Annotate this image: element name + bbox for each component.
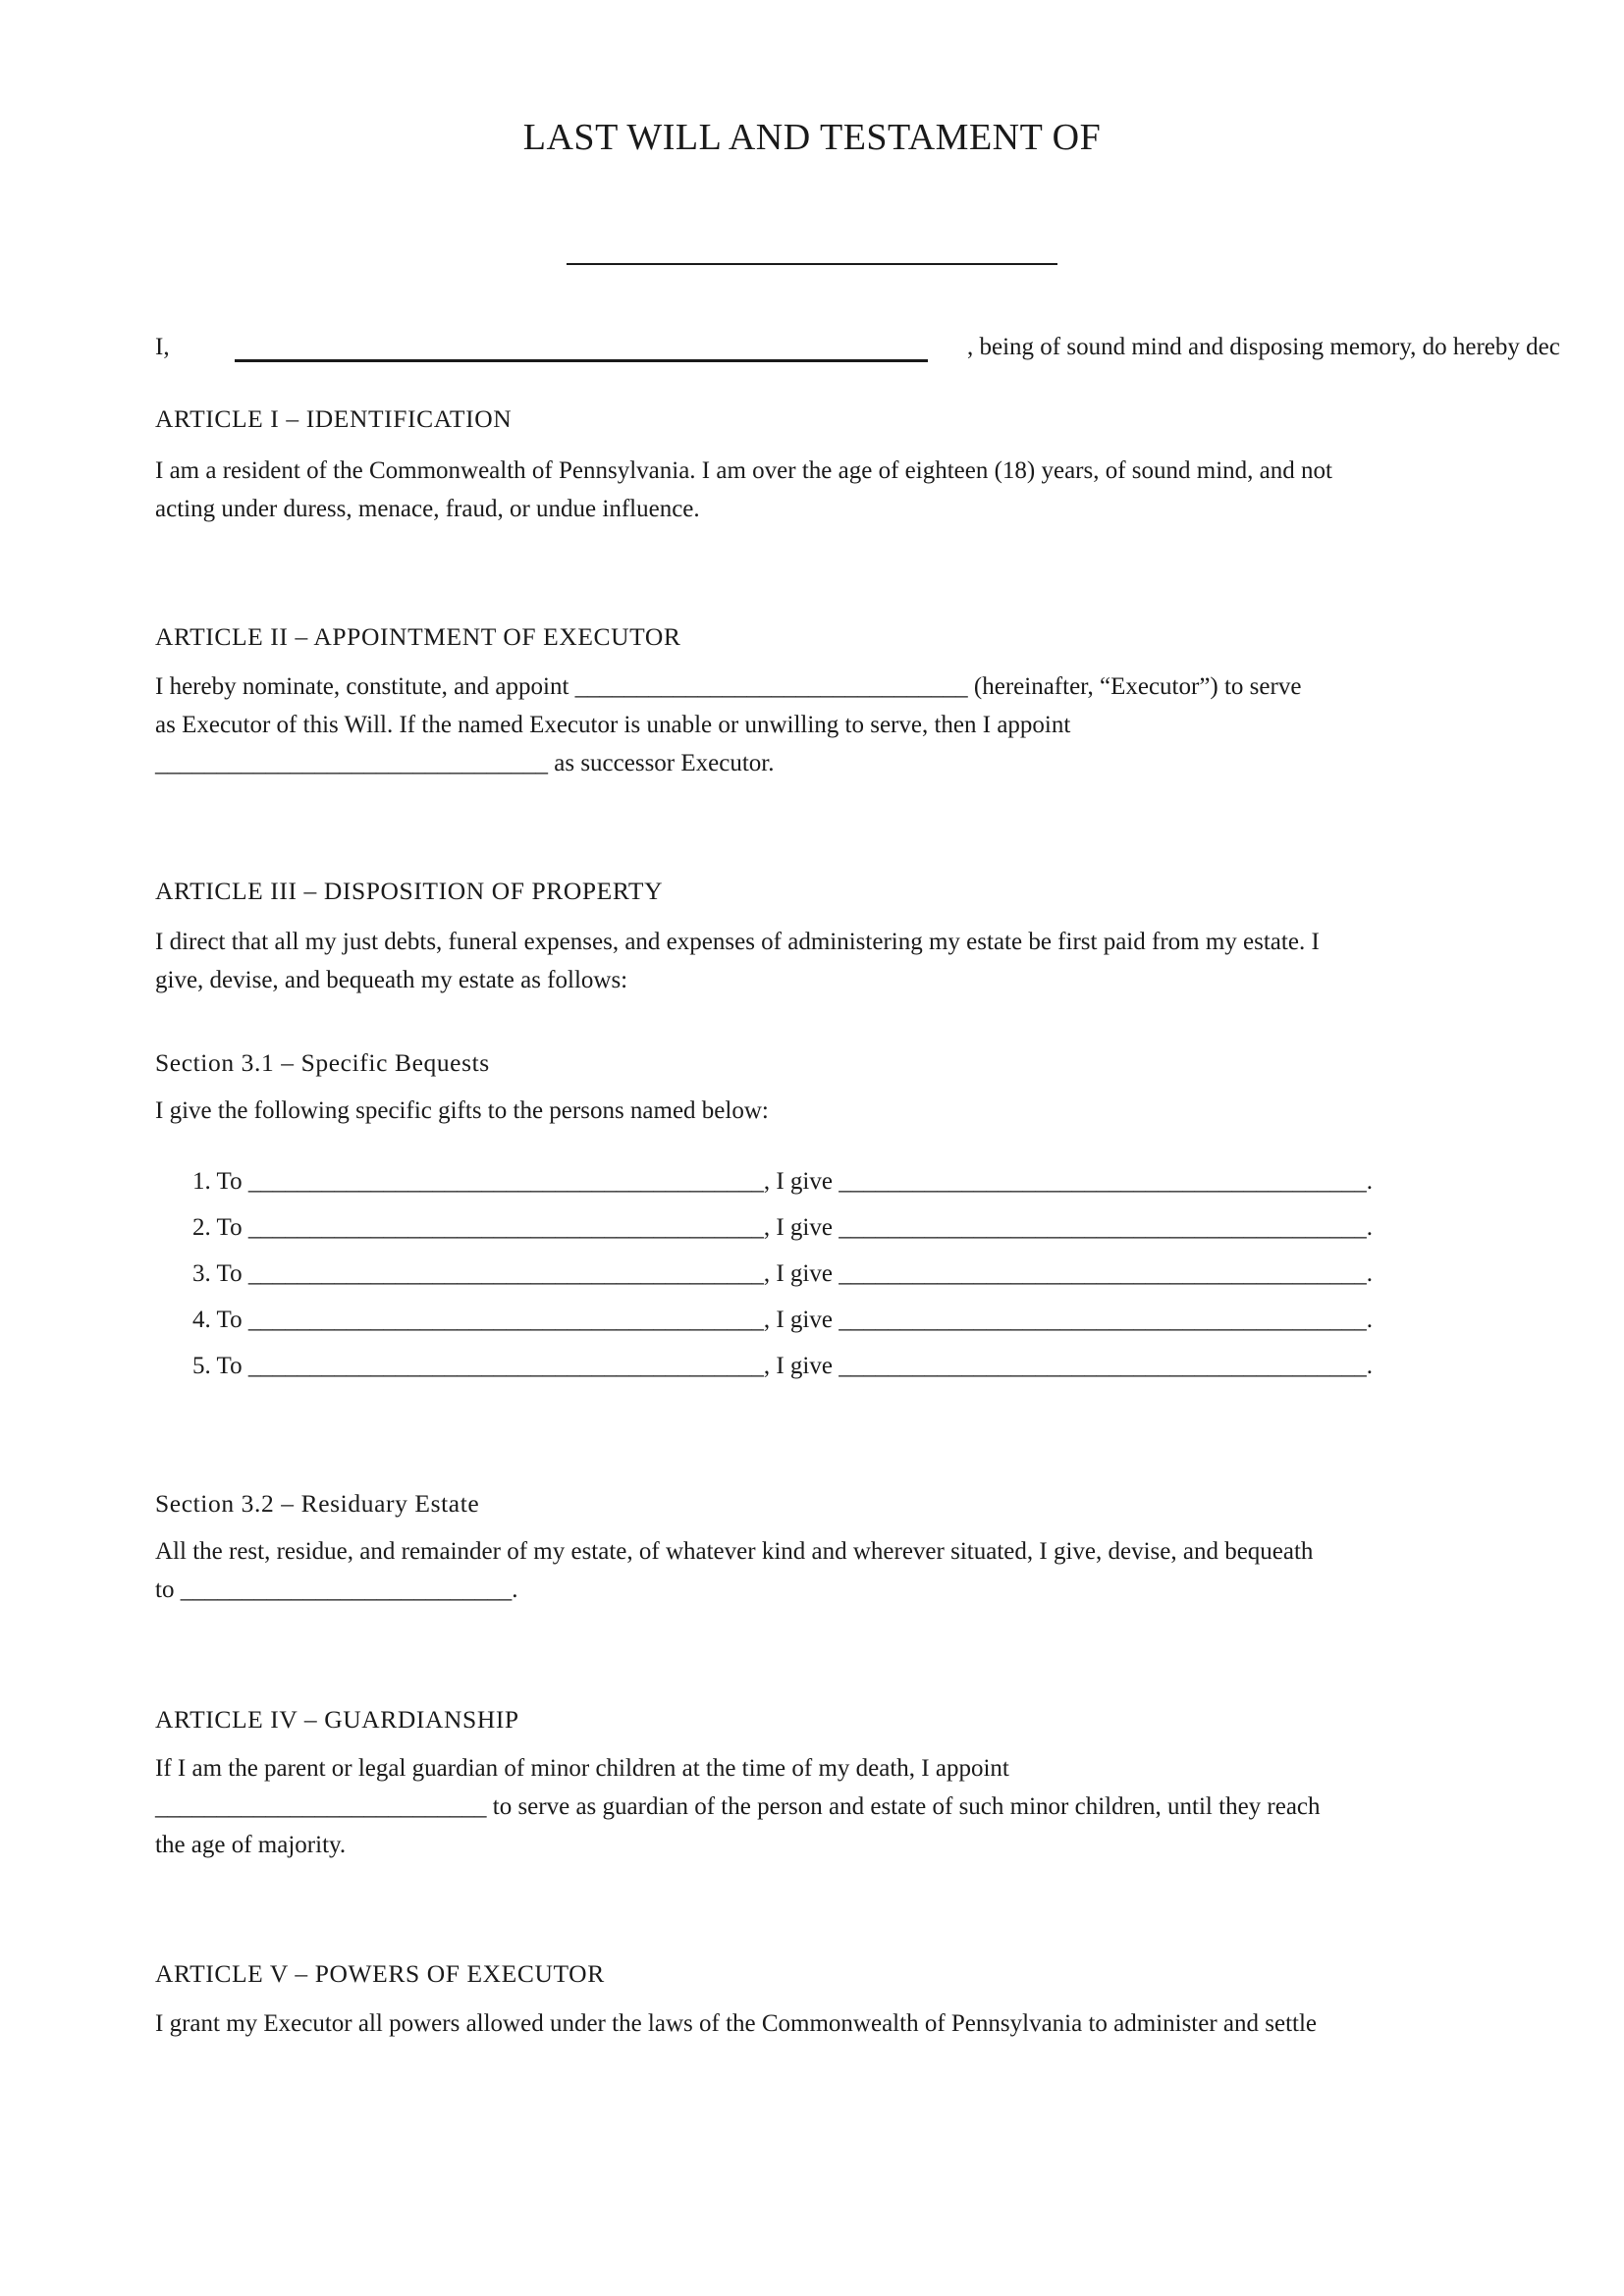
- bequest-item[interactable]: 5. To __________________________________________, I give ___________________________________________.: [192, 1353, 1373, 1379]
- intro-text: , being of sound mind and disposing memory, do hereby dec: [967, 334, 1560, 360]
- article-3-body: [155, 923, 1490, 999]
- article-5-heading: ARTICLE V – POWERS OF EXECUTOR: [155, 1959, 605, 1988]
- article-2-line: as Executor of this Will. If the named Executor is unable or unwilling to serve, then I appoint: [155, 712, 1071, 738]
- article-4-line: If I am the parent or legal guardian of minor children at the time of my death, I appoint: [155, 1755, 1009, 1782]
- bequest-item[interactable]: 1. To __________________________________________, I give ___________________________________________.: [192, 1168, 1373, 1195]
- section-3-1-heading: Section 3.1 – Specific Bequests: [155, 1048, 490, 1077]
- testator-name-title-blank[interactable]: [567, 263, 1057, 265]
- article-5-body: [155, 2004, 1490, 2043]
- article-1-line: acting under duress, menace, fraud, or undue influence.: [155, 496, 700, 522]
- bequest-list: [192, 1162, 1373, 1393]
- bequest-item[interactable]: 2. To __________________________________________, I give ___________________________________________.: [192, 1214, 1373, 1241]
- article-4-heading: ARTICLE IV – GUARDIANSHIP: [155, 1705, 519, 1734]
- article-3-line: I direct that all my just debts, funeral expenses, and expenses of administering my estate be first paid from my estate. I: [155, 929, 1320, 955]
- section-3-2-line: to ___________________________.: [155, 1576, 518, 1603]
- article-2-line: I hereby nominate, constitute, and appoint ________________________________ (hereinafter, “Executor”) to serve: [155, 673, 1302, 700]
- article-2-line: ________________________________ as successor Executor.: [155, 750, 775, 776]
- document-title: LAST WILL AND TESTAMENT OF: [522, 117, 1102, 158]
- article-1-heading: ARTICLE I – IDENTIFICATION: [155, 404, 513, 433]
- bequest-item[interactable]: 4. To __________________________________________, I give ___________________________________________.: [192, 1307, 1373, 1333]
- article-2-heading: ARTICLE II – APPOINTMENT OF EXECUTOR: [155, 622, 681, 651]
- article-4-body: [155, 1749, 1490, 1864]
- article-3-heading: ARTICLE III – DISPOSITION OF PROPERTY: [155, 877, 664, 905]
- section-3-1-intro: I give the following specific gifts to the persons named below:: [155, 1097, 769, 1124]
- article-4-line: the age of majority.: [155, 1832, 347, 1858]
- section-3-2-line: All the rest, residue, and remainder of my estate, of whatever kind and wherever situated, I give, devise, and bequeath: [155, 1538, 1314, 1565]
- article-1-line: I am a resident of the Commonwealth of Pennsylvania. I am over the age of eighteen (18) years, of sound mind, and not: [155, 457, 1332, 484]
- testator-name-blank[interactable]: [235, 359, 928, 362]
- article-4-line: ___________________________ to serve as guardian of the person and estate of such minor children, until they reach: [155, 1793, 1321, 1820]
- article-2-body: [155, 667, 1490, 782]
- article-3-line: give, devise, and bequeath my estate as follows:: [155, 967, 628, 993]
- article-1-body: [155, 452, 1490, 528]
- section-3-2-body: [155, 1532, 1490, 1609]
- intro-lead: I,: [155, 334, 170, 360]
- article-5-line: I grant my Executor all powers allowed under the laws of the Commonwealth of Pennsylvania to administer and settle: [155, 2010, 1318, 2037]
- section-3-2-heading: Section 3.2 – Residuary Estate: [155, 1489, 480, 1518]
- bequest-item[interactable]: 3. To __________________________________________, I give ___________________________________________.: [192, 1260, 1373, 1287]
